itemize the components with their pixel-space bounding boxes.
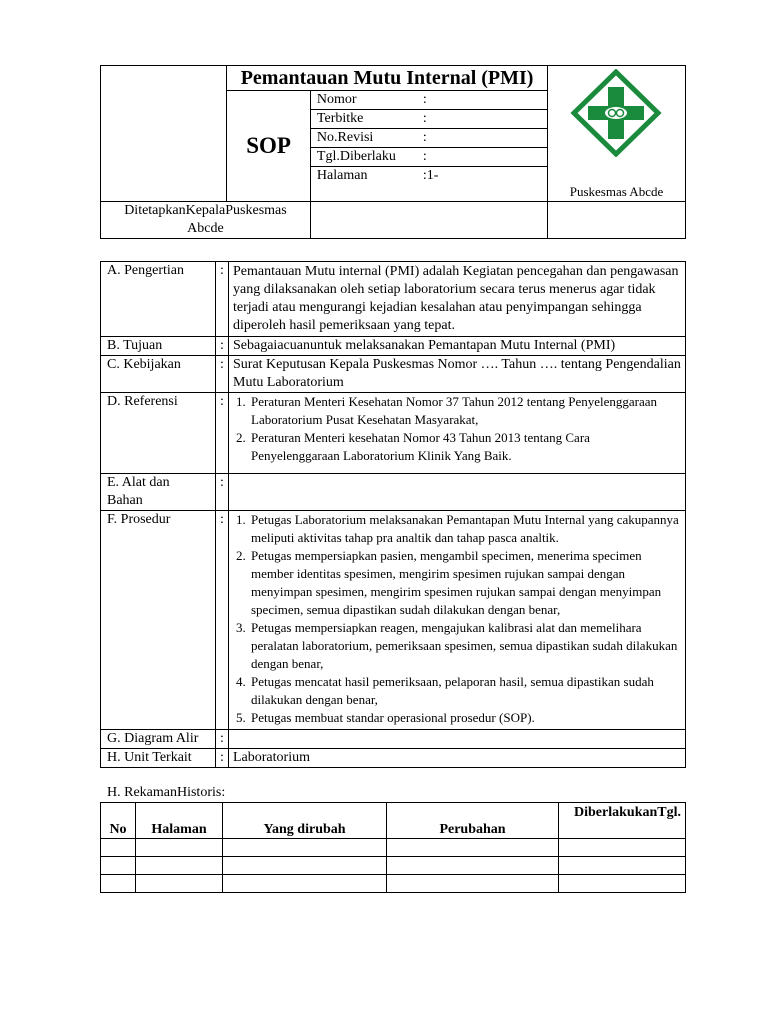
text-tujuan: Sebagaiacuanuntuk melaksanakan Pemantapan Mutu Internal (PMI) — [229, 337, 686, 356]
row-kebijakan — [101, 356, 686, 393]
cell — [223, 857, 387, 875]
text-diagram — [229, 730, 686, 749]
cell — [223, 875, 387, 893]
referensi-item: 1. Peraturan Menteri Kesehatan Nomor 37 Tahun 2012 tentang Penyelenggaraan Laboratorium Pusat Kesehatan Masyarakat, — [249, 393, 681, 429]
colon: : — [216, 356, 229, 393]
history-title: H. RekamanHistoris: — [107, 785, 226, 800]
document-title: Pemantauan Mutu Internal (PMI) — [227, 66, 548, 91]
meta-value: : — [422, 149, 427, 164]
meta-row-nomor — [311, 91, 547, 110]
meta-key: Tgl.Diberlaku — [316, 149, 396, 164]
row-diagram — [101, 730, 686, 749]
row-pengertian — [101, 262, 686, 337]
referensi-item: 2. Peraturan Menteri kesehatan Nomor 43 Tahun 2013 tentang Cara Penyelenggaraan Laboratorium Klinik Yang Baik. — [249, 429, 681, 465]
cell — [387, 839, 559, 857]
cell — [101, 875, 136, 893]
cell — [223, 839, 387, 857]
cell — [136, 839, 223, 857]
text-alat — [229, 474, 686, 511]
prosedur-item: 5. Petugas membuat standar operasional prosedur (SOP). — [249, 709, 681, 727]
meta-row-tgl — [311, 148, 547, 167]
row-tujuan — [101, 337, 686, 356]
date-cell — [547, 202, 685, 239]
sop-label: SOP — [227, 91, 311, 202]
cell — [136, 875, 223, 893]
meta-row-terbitke — [311, 110, 547, 129]
cell — [559, 857, 686, 875]
row-alat — [101, 474, 686, 511]
sop-header-table — [100, 65, 686, 239]
cell — [101, 839, 136, 857]
row-referensi — [101, 393, 686, 474]
signature-cell — [310, 202, 547, 239]
list-prosedur — [229, 511, 686, 730]
colon: : — [216, 262, 229, 337]
label-kebijakan: C. Kebijakan — [101, 356, 216, 393]
meta-value: : — [422, 92, 427, 107]
meta-row-halaman — [311, 167, 547, 199]
text-pengertian: Pemantauan Mutu internal (PMI) adalah Kegiatan pencegahan dan pengawasan yang dilaksanakan oleh setiap laboratorium secara terus menerus agar tidak terjadi atau mengurangi kejadian kesalahan atau penyimpangan sehingga diperoleh hasil pemeriksaan yang tepat. — [229, 262, 686, 337]
col-perubahan: Perubahan — [387, 803, 559, 839]
history-table — [100, 802, 686, 893]
ditetapkan-cell — [101, 202, 311, 239]
meta-block — [310, 91, 547, 202]
row-unit — [101, 749, 686, 768]
colon: : — [216, 393, 229, 474]
label-pengertian: A. Pengertian — [101, 262, 216, 337]
cell — [101, 857, 136, 875]
puskesmas-name: Puskesmas Abcde — [569, 184, 664, 199]
colon: : — [216, 337, 229, 356]
list-referensi — [229, 393, 686, 474]
cell — [559, 839, 686, 857]
meta-key: Nomor — [316, 92, 357, 107]
ditetapkan-text: DitetapkanKepalaPuskesmasAbcde — [124, 203, 287, 236]
prosedur-item: 2. Petugas mempersiapkan pasien, mengambil specimen, menerima specimen member identitas spesimen, mengirim spesimen rujukan sampai dengan menyimpan spesimen, mengirim spesimen rujukan sampai dengan menyimpan specimen, semua dipastikan sudah dilakukan dengan benar, — [249, 547, 681, 619]
col-diberlakukan: DiberlakukanTgl. — [559, 803, 686, 839]
colon: : — [216, 474, 229, 511]
col-no: No — [101, 803, 136, 839]
text-kebijakan: Surat Keputusan Kepala Puskesmas Nomor …. Tahun …. tentang Pengendalian Mutu Laboratorium — [229, 356, 686, 393]
header-left-blank — [101, 66, 227, 202]
logo-cell — [547, 66, 685, 202]
label-alat: E. Alat dan Bahan — [101, 474, 216, 511]
prosedur-item: 4. Petugas mencatat hasil pemeriksaan, pelaporan hasil, semua dipastikan sudah dilakukan dengan benar, — [249, 673, 681, 709]
cell — [559, 875, 686, 893]
row-prosedur — [101, 511, 686, 730]
colon: : — [216, 730, 229, 749]
label-diagram: G. Diagram Alir — [101, 730, 216, 749]
puskesmas-logo-icon — [570, 69, 662, 157]
label-prosedur: F. Prosedur — [101, 511, 216, 730]
table-row — [101, 875, 686, 893]
meta-row-norevisi — [311, 129, 547, 148]
sop-content-table — [100, 261, 686, 768]
colon: : — [216, 511, 229, 730]
cell — [387, 875, 559, 893]
prosedur-item: 3. Petugas mempersiapkan reagen, mengajukan kalibrasi alat dan memelihara peralatan laboratorium, pemeriksaan spesimen, semua dipastikan sudah dilakukan dengan benar, — [249, 619, 681, 673]
table-row — [101, 839, 686, 857]
colon: : — [216, 749, 229, 768]
prosedur-item: 1. Petugas Laboratorium melaksanakan Pemantapan Mutu Internal yang cakupannya meliputi aktivitas tahap pra analtik dan tahap pasca analtik. — [249, 511, 681, 547]
meta-value: : — [422, 130, 427, 145]
cell — [387, 857, 559, 875]
table-row — [101, 857, 686, 875]
meta-value: : — [422, 111, 427, 126]
col-yang-dirubah: Yang dirubah — [223, 803, 387, 839]
label-tujuan: B. Tujuan — [101, 337, 216, 356]
history-header-row — [101, 803, 686, 839]
cell — [136, 857, 223, 875]
label-unit: H. Unit Terkait — [101, 749, 216, 768]
meta-value: :1- — [422, 168, 439, 183]
meta-key: No.Revisi — [316, 130, 374, 145]
col-halaman: Halaman — [136, 803, 223, 839]
text-unit: Laboratorium — [229, 749, 686, 768]
meta-key: Halaman — [316, 168, 368, 183]
meta-key: Terbitke — [316, 111, 364, 126]
label-referensi: D. Referensi — [101, 393, 216, 474]
